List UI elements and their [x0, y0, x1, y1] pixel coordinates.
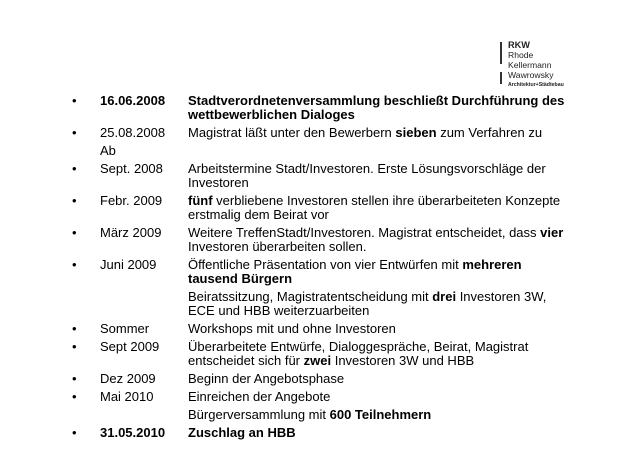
timeline-description — [188, 426, 572, 440]
description-text: verbliebene Investoren stellen ihre überarbeiteten Konzepte erstmalig dem Beirat vor — [188, 193, 561, 222]
emphasis-text: Zuschlag an HBB — [188, 425, 296, 440]
emphasis-text: drei — [432, 289, 457, 304]
bullet-mark: • — [72, 161, 77, 176]
timeline-row — [72, 258, 572, 286]
timeline-row — [72, 144, 572, 158]
emphasis-text: mehreren tausend Bürgern — [188, 257, 522, 286]
logo-line: Rhode — [508, 50, 534, 60]
bullet-mark: • — [72, 371, 77, 386]
timeline-description — [188, 258, 572, 286]
timeline-description — [188, 390, 572, 404]
timeline-description — [188, 162, 572, 190]
description-text: Beginn der Angebotsphase — [188, 371, 345, 386]
timeline-row — [72, 162, 572, 190]
timeline-date: Juni 2009 — [100, 257, 157, 272]
logo-line: RKW — [508, 40, 530, 50]
timeline-list — [72, 94, 572, 444]
timeline-description — [188, 94, 572, 122]
timeline-row — [72, 322, 572, 336]
timeline-description — [188, 194, 572, 222]
description-text: Magistrat läßt unter den Bewerbern — [188, 125, 396, 140]
bullet-mark: • — [72, 93, 77, 108]
timeline-description — [188, 226, 572, 254]
timeline-row — [72, 290, 572, 318]
logo-subtitle: Architektur+Städtebau — [508, 82, 564, 88]
bullet-mark: • — [72, 339, 77, 354]
bullet-mark: • — [72, 193, 77, 208]
timeline-date: Mai 2010 — [100, 389, 154, 404]
timeline-description — [188, 126, 572, 140]
timeline-description — [188, 372, 572, 386]
timeline-row — [72, 426, 572, 440]
timeline-date: 31.05.2010 — [100, 425, 166, 440]
timeline-row — [72, 408, 572, 422]
bullet-mark: • — [72, 125, 77, 140]
timeline-date: Ab — [100, 143, 116, 158]
timeline-date: Febr. 2009 — [100, 193, 163, 208]
timeline-date: Sept. 2008 — [100, 161, 163, 176]
timeline-date: Sommer — [100, 321, 150, 336]
timeline-row — [72, 126, 572, 140]
timeline-date: 16.06.2008 — [100, 93, 166, 108]
emphasis-text: fünf — [188, 193, 213, 208]
description-text: Bürgerversammlung mit — [188, 407, 330, 422]
timeline-date: Sept 2009 — [100, 339, 160, 354]
description-text: Weitere TreffenStadt/Investoren. Magistrat entscheidet, dass — [188, 225, 541, 240]
description-text: Überarbeitete Entwürfe, Dialoggespräche, Beirat, Magistrat entscheidet sich für — [188, 339, 529, 368]
timeline-row — [72, 226, 572, 254]
logo-bar-top — [500, 42, 502, 64]
timeline-row — [72, 94, 572, 122]
description-text: Investoren 3W, ECE und HBB weiterzuarbeiten — [188, 289, 547, 318]
timeline-row — [72, 194, 572, 222]
description-text: Beiratssitzung, Magistratentscheidung mit — [188, 289, 433, 304]
logo-line: Kellermann — [508, 60, 552, 70]
timeline-date: 25.08.2008 — [100, 125, 166, 140]
timeline-row — [72, 340, 572, 368]
emphasis-text: vier — [540, 225, 564, 240]
timeline-description — [188, 340, 572, 368]
timeline-description — [188, 290, 572, 318]
description-text: Arbeitstermine Stadt/Investoren. Erste Lösungsvorschläge der Investoren — [188, 161, 546, 190]
timeline-description — [188, 408, 572, 422]
description-text: Öffentliche Präsentation von vier Entwürfen mit — [188, 257, 463, 272]
bullet-mark: • — [72, 257, 77, 272]
emphasis-text: sieben — [395, 125, 437, 140]
bullet-mark: • — [72, 389, 77, 404]
description-text: Einreichen der Angebote — [188, 389, 331, 404]
timeline-description — [188, 322, 572, 336]
description-text: Investoren überarbeiten sollen. — [188, 239, 367, 254]
description-text: Investoren 3W und HBB — [331, 353, 475, 368]
bullet-mark: • — [72, 225, 77, 240]
timeline-row — [72, 372, 572, 386]
company-logo — [508, 40, 564, 89]
emphasis-text: 600 Teilnehmern — [329, 407, 432, 422]
timeline-date: März 2009 — [100, 225, 162, 240]
logo-bar-bottom — [500, 72, 502, 84]
emphasis-text: zwei — [303, 353, 332, 368]
bullet-mark: • — [72, 321, 77, 336]
logo-line: Wawrowsky — [508, 70, 554, 80]
emphasis-text: Stadtverordnetenversammlung beschließt Durchführung des wettbewerblichen Dialoges — [188, 93, 565, 122]
description-text: Workshops mit und ohne Investoren — [188, 321, 396, 336]
timeline-row — [72, 390, 572, 404]
bullet-mark: • — [72, 425, 77, 440]
timeline-date: Dez 2009 — [100, 371, 156, 386]
description-text: zum Verfahren zu — [436, 125, 543, 140]
